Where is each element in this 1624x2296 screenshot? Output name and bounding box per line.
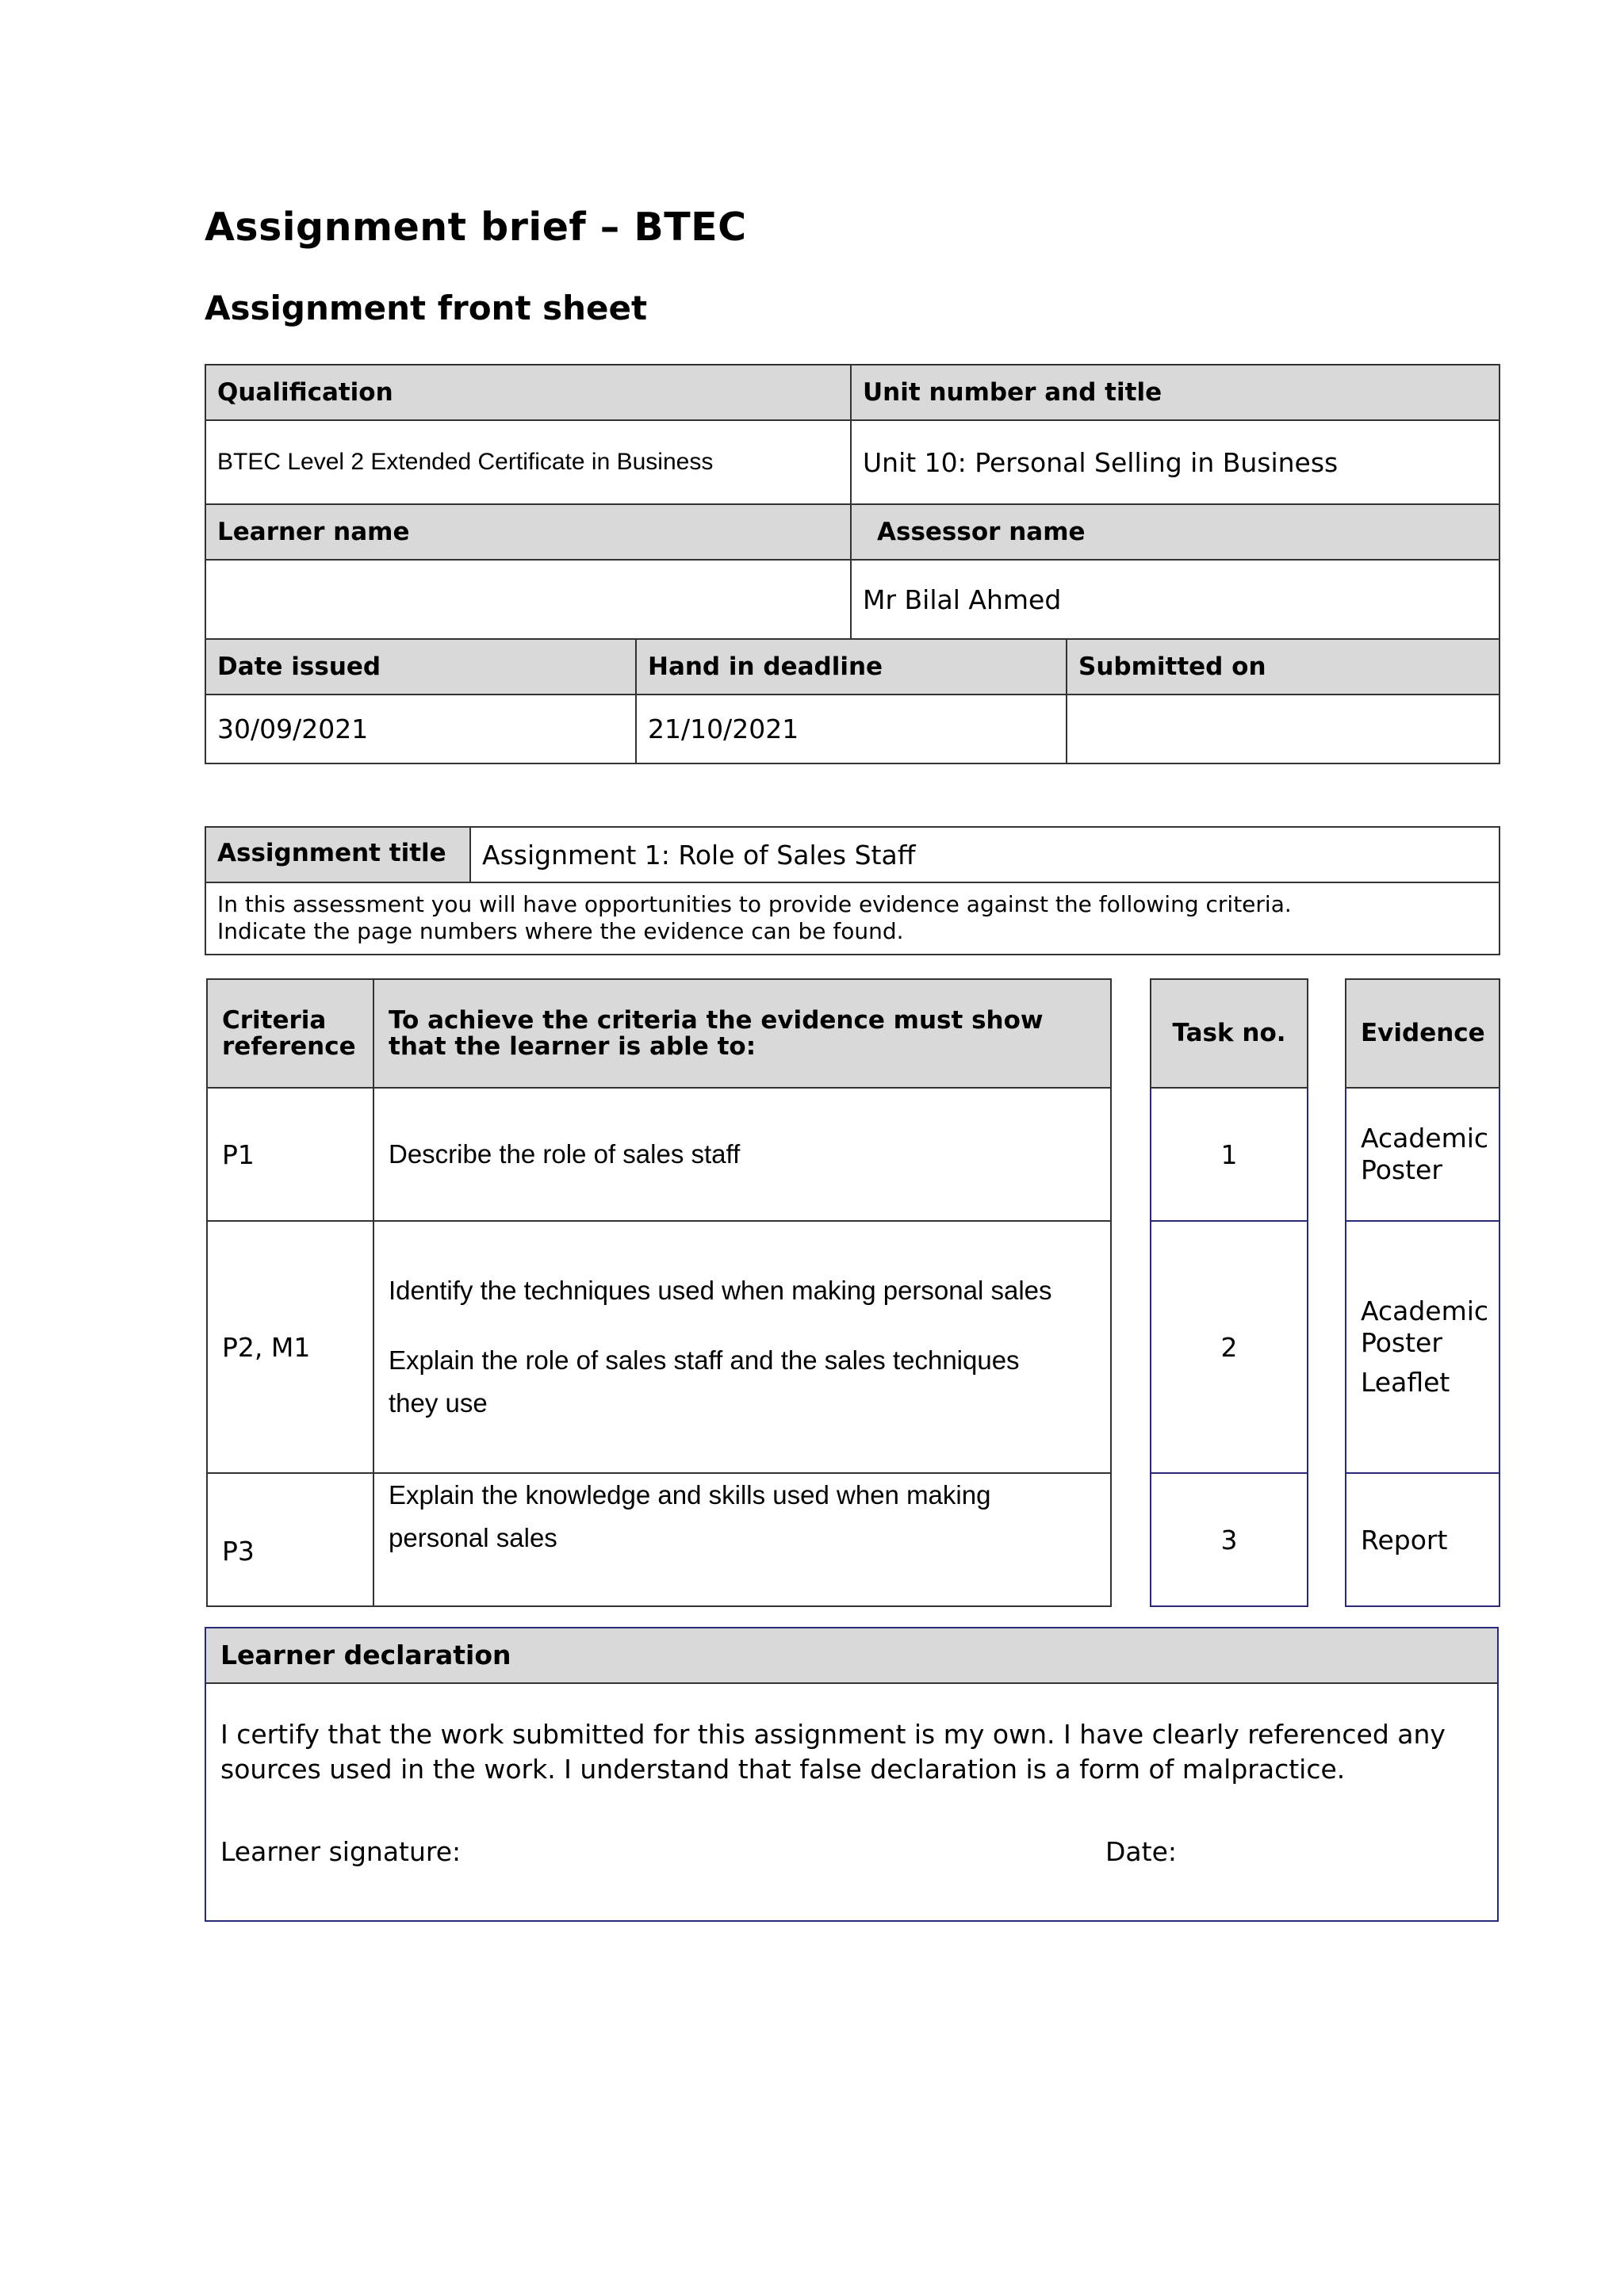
assignment-title-label: Assignment title <box>205 827 470 882</box>
task-number-2: 2 <box>1151 1221 1308 1473</box>
page-title: Assignment brief – BTEC <box>205 205 747 250</box>
criteria-desc-p2-m1: Identify the techniques used when making personal sales Explain the role of sales staff and the sales techniques they use <box>373 1221 1111 1473</box>
assignment-title-value: Assignment 1: Role of Sales Staff <box>470 827 1500 882</box>
assignment-title-table <box>205 826 1500 955</box>
criteria-ref-p3: P3 <box>207 1473 373 1606</box>
learner-declaration-heading: Learner declaration <box>206 1628 1497 1684</box>
task-number-1: 1 <box>1151 1088 1308 1221</box>
learner-signature-label[interactable]: Learner signature: <box>220 1836 462 1867</box>
criteria-desc-p1: Describe the role of sales staff <box>373 1088 1111 1221</box>
evidence-p2-m1: Academic Poster Leaflet <box>1346 1221 1500 1473</box>
assessor-name-label: Assessor name <box>851 504 1500 560</box>
submitted-on-field[interactable] <box>1067 695 1500 763</box>
evidence-table <box>1345 978 1500 1607</box>
deadline-label: Hand in deadline <box>636 639 1067 695</box>
date-issued-label: Date issued <box>205 639 636 695</box>
learner-name-label: Learner name <box>205 504 851 560</box>
assignment-instructions <box>205 882 1500 955</box>
criteria-ref-p2-m1: P2, M1 <box>207 1221 373 1473</box>
criteria-reference-header: Criteria reference <box>207 979 373 1088</box>
date-issued-value: 30/09/2021 <box>205 695 636 763</box>
deadline-value: 21/10/2021 <box>636 695 1067 763</box>
evidence-p1: Academic Poster <box>1346 1088 1500 1221</box>
evidence-p3: Report <box>1346 1473 1500 1606</box>
submitted-on-label: Submitted on <box>1067 639 1500 695</box>
criteria-desc-p3: Explain the knowledge and skills used when making personal sales <box>373 1473 1111 1606</box>
task-number-table <box>1150 978 1308 1607</box>
instructions-line-2: Indicate the page numbers where the evidence can be found. <box>217 918 904 944</box>
qualification-label: Qualification <box>205 365 851 420</box>
front-sheet-table <box>205 364 1500 764</box>
task-number-header: Task no. <box>1151 979 1308 1088</box>
unit-label: Unit number and title <box>851 365 1500 420</box>
learner-declaration-box <box>205 1627 1499 1922</box>
instructions-line-1: In this assessment you will have opportunities to provide evidence against the following criteria. <box>217 891 1292 917</box>
assessor-name-value: Mr Bilal Ahmed <box>851 560 1500 639</box>
unit-value: Unit 10: Personal Selling in Business <box>851 420 1500 504</box>
task-number-3: 3 <box>1151 1473 1308 1606</box>
learner-name-field[interactable] <box>205 560 851 639</box>
criteria-table <box>206 978 1112 1607</box>
declaration-date-label[interactable]: Date: <box>1105 1836 1177 1867</box>
evidence-header: Evidence <box>1346 979 1500 1088</box>
learner-declaration-text: I certify that the work submitted for this assignment is my own. I have clearly referenced any sources used in the work. I understand that false declaration is a form of malpractice. <box>220 1719 1446 1785</box>
criteria-ref-p1: P1 <box>207 1088 373 1221</box>
page-subtitle: Assignment front sheet <box>205 289 648 327</box>
criteria-description-header: To achieve the criteria the evidence must show that the learner is able to: <box>373 979 1111 1088</box>
qualification-value: BTEC Level 2 Extended Certificate in Business <box>205 420 851 504</box>
